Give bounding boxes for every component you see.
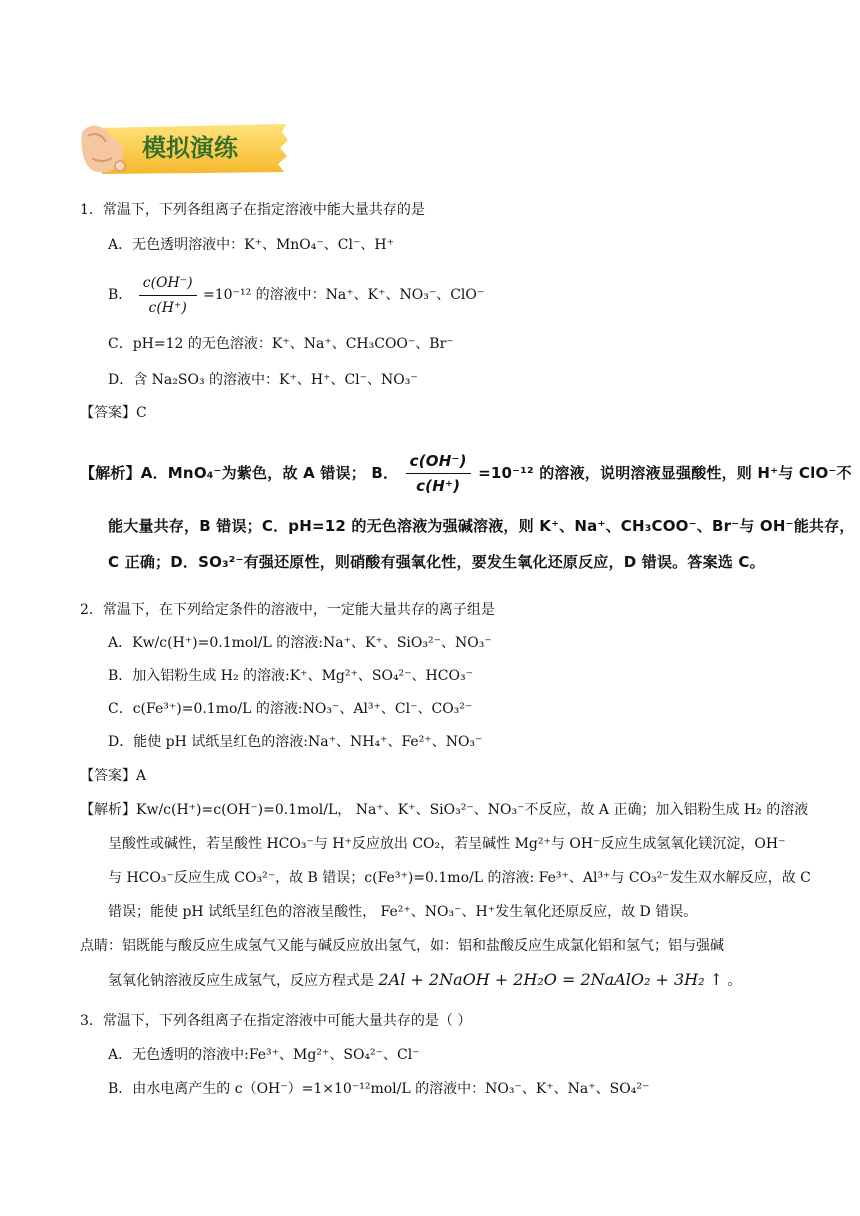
q2-tip-text: 氢氧化钠溶液反应生成氢气，反应方程式是 bbox=[108, 973, 374, 989]
q2-stem: 2．常温下，在下列给定条件的溶液中，一定能大量共存的离子组是 bbox=[80, 602, 495, 618]
q1-option-b-fraction bbox=[139, 273, 197, 318]
fraction-denominator: c(H⁺) bbox=[148, 299, 187, 316]
q2-explanation-line1: 【解析】Kw/c(H⁺)=c(OH⁻)=0.1mol/L， Na⁺、K⁺、SiO₃²⁻、NO₃⁻不反应，故 A 正确；加入铝粉生成 H₂ 的溶液 bbox=[80, 802, 809, 818]
fraction-numerator: c(OH⁻) bbox=[139, 273, 197, 296]
q1-explanation-line2: 能大量共存，B 错误；C．pH=12 的无色溶液为强碱溶液，则 K⁺、Na⁺、CH₃COO⁻、Br⁻与 OH⁻能共存， bbox=[108, 517, 855, 535]
q1-explanation-line3: C 正确；D．SO₃²⁻有强还原性，则硝酸有强氧化性，要发生氧化还原反应，D 错误。答案选 C。 bbox=[108, 553, 765, 571]
q2-option-c: C．c(Fe³⁺)=0.1mo/L 的溶液:NO₃⁻、Al³⁺、Cl⁻、CO₃²⁻ bbox=[108, 701, 473, 717]
q3-option-a: A．无色透明的溶液中:Fe³⁺、Mg²⁺、SO₄²⁻、Cl⁻ bbox=[108, 1047, 420, 1063]
q1-explanation-text-b: =10⁻¹² 的溶液，说明溶液显强酸性，则 H⁺与 ClO⁻不 bbox=[478, 464, 852, 482]
q2-tip-line1: 点睛：铝既能与酸反应生成氢气又能与碱反应放出氢气，如：铝和盐酸反应生成氯化铝和氢气；铝与强碱 bbox=[80, 938, 724, 954]
fraction-numerator: c(OH⁻) bbox=[406, 451, 471, 474]
section-logo bbox=[80, 118, 288, 176]
q2-answer: 【答案】A bbox=[80, 768, 147, 784]
q3-stem: 3．常温下，下列各组离子在指定溶液中可能大量共存的是（ ） bbox=[80, 1013, 472, 1029]
q1-option-c: C．pH=12 的无色溶液：K⁺、Na⁺、CH₃COO⁻、Br⁻ bbox=[108, 336, 454, 352]
q2-option-a: A．Kw/c(H⁺)=0.1mol/L 的溶液:Na⁺、K⁺、SiO₃²⁻、NO₃⁻ bbox=[108, 635, 492, 651]
q1-option-b-label: B． bbox=[108, 287, 133, 303]
q1-explanation-line1 bbox=[80, 446, 852, 500]
fraction-denominator: c(H⁺) bbox=[416, 477, 461, 495]
q2-explanation-line2: 呈酸性或碱性，若呈酸性 HCO₃⁻与 H⁺反应放出 CO₂，若呈碱性 Mg²⁺与 OH⁻反应生成氢氧化镁沉淀，OH⁻ bbox=[108, 836, 786, 852]
q2-option-d: D．能使 pH 试纸呈红色的溶液:Na⁺、NH₄⁺、Fe²⁺、NO₃⁻ bbox=[108, 734, 483, 750]
q2-tip-line2 bbox=[108, 970, 741, 991]
q1-answer: 【答案】C bbox=[80, 405, 147, 421]
q1-explanation-text-a: 【解析】A．MnO₄⁻为紫色，故 A 错误； B． bbox=[80, 464, 399, 482]
reaction-equation: 2Al + 2NaOH + 2H₂O = 2NaAlO₂ + 3H₂ ↑ bbox=[378, 970, 724, 989]
q2-option-b: B．加入铝粉生成 H₂ 的溶液:K⁺、Mg²⁺、SO₄²⁻、HCO₃⁻ bbox=[108, 668, 473, 684]
logo-text: 模拟演练 bbox=[142, 134, 238, 162]
q1-stem: 1．常温下，下列各组离子在指定溶液中能大量共存的是 bbox=[80, 202, 425, 218]
q2-explanation-line4: 错误；能使 pH 试纸呈红色的溶液呈酸性， Fe²⁺、NO₃⁻、H⁺发生氧化还原反应，故 D 错误。 bbox=[108, 904, 698, 920]
q2-explanation-line3: 与 HCO₃⁻反应生成 CO₃²⁻，故 B 错误；c(Fe³⁺)=0.1mo/L 的溶液: Fe³⁺、Al³⁺与 CO₃²⁻发生双水解反应，故 C bbox=[108, 870, 811, 886]
q1-option-b-text: =10⁻¹² 的溶液中：Na⁺、K⁺、NO₃⁻、ClO⁻ bbox=[203, 287, 485, 303]
q3-option-b: B．由水电离产生的 c（OH⁻）=1×10⁻¹²mol/L 的溶液中：NO₃⁻、K⁺、Na⁺、SO₄²⁻ bbox=[108, 1081, 650, 1097]
q1-option-a: A．无色透明溶液中：K⁺、MnO₄⁻、Cl⁻、H⁺ bbox=[108, 237, 394, 253]
q1-option-d: D．含 Na₂SO₃ 的溶液中：K⁺、H⁺、Cl⁻、NO₃⁻ bbox=[108, 372, 418, 388]
q1-option-b bbox=[108, 268, 484, 322]
q2-tip-end: 。 bbox=[727, 973, 742, 989]
q1-explanation-fraction bbox=[406, 451, 471, 496]
